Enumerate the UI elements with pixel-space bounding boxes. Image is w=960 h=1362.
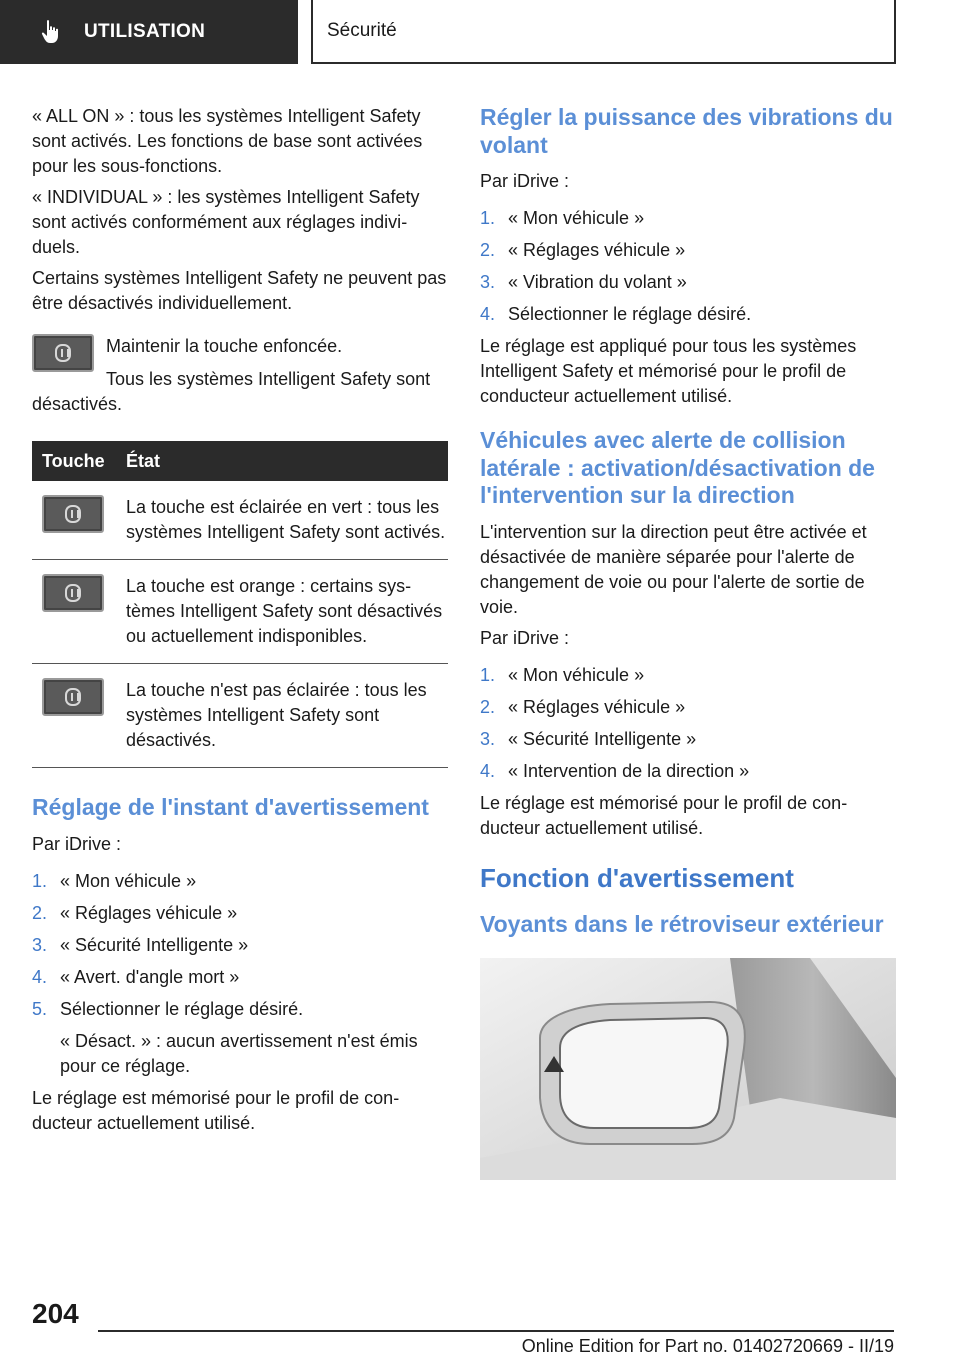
list-item: 5. Sélectionner le réglage désiré. « Désact. » : aucun avertissement n'est émis pour ce réglage. xyxy=(32,997,448,1079)
warning-steps-list xyxy=(32,869,448,1079)
collision-heading: Véhicules avec alerte de collision latérale : activation/désactivation de l'intervention sur la direction xyxy=(480,427,875,508)
list-item: 2. « Réglages véhicule » xyxy=(480,696,686,717)
safety-button-orange-icon xyxy=(42,574,104,612)
all-on-paragraph: « ALL ON » : tous les systèmes Intelligent Safety sont activés. Les fonctions de base sont activées pour les sous-fonctions. xyxy=(32,106,423,176)
list-item: 4. Sélectionner le réglage désiré. xyxy=(480,304,752,324)
hand-pointer-icon xyxy=(40,19,62,45)
list-item: 3. « Sécurité Intelligente » xyxy=(32,934,249,955)
right-column xyxy=(480,104,896,1185)
table-cell-state: La touche est éclairée en vert : tous les systèmes Intelligent Safety sont activés. xyxy=(126,481,448,560)
chapter-tab xyxy=(311,0,896,64)
saved-paragraph: Le réglage est mémorisé pour le profil de conducteur actuellement utilisé. xyxy=(32,1087,400,1133)
not-deactivatable-paragraph: Certains systèmes Intelligent Safety ne peuvent pas être désactivés individuellement. xyxy=(32,268,447,313)
left-column xyxy=(32,104,448,1142)
list-item: 1. « Mon véhicule » xyxy=(480,208,645,228)
vibration-note: Le réglage est appliqué pour tous les systèmes Intelligent Safety et mémorisé pour le profil de conducteur actuellement utilisé. xyxy=(480,336,857,406)
section-label: UTILISATION xyxy=(84,21,206,42)
list-item: 3. « Vibration du volant » xyxy=(480,272,687,292)
table-cell-state: La touche n'est pas éclairée : tous les systèmes Intelligent Safety sont désactivés. xyxy=(126,664,448,768)
chapter-label: Sécurité xyxy=(327,20,397,41)
footer-edition: Online Edition for Part no. 01402720669 - II/19 xyxy=(521,1336,894,1356)
hold-button-block xyxy=(32,334,448,423)
table-row xyxy=(32,664,448,768)
warning-function-heading: Fonction d'avertissement xyxy=(480,862,794,893)
table-header-state: État xyxy=(126,441,448,481)
warning-time-heading: Réglage de l'instant d'avertissement xyxy=(32,794,429,820)
list-item: 3. « Sécurité Intelligente » xyxy=(480,728,697,749)
list-item: 4. « Intervention de la direction » xyxy=(480,760,750,781)
vibration-steps-list xyxy=(480,206,896,327)
idrive-label: Par iDrive : xyxy=(480,171,570,191)
collision-saved: Le réglage est mémorisé pour le profil de conducteur actuellement utilisé. xyxy=(480,792,848,838)
side-mirror-illustration xyxy=(480,958,896,1180)
hold-result: Tous les systèmes Intelligent Safety sont désactivés. xyxy=(32,369,431,414)
individual-paragraph: « INDIVIDUAL » : les systèmes Intelligent Safety sont activés conformément aux réglages individuels. xyxy=(32,187,420,257)
collision-paragraph: L'intervention sur la direction peut être activée et désactivée de manière séparée pour l'alerte de changement de voie ou pour l'alerte de sortie de voie. xyxy=(480,521,867,617)
list-item: 2. « Réglages véhicule » xyxy=(480,240,686,260)
step-note: « Désact. » : aucun avertissement n'est émis pour ce réglage. xyxy=(60,1030,418,1076)
table-header-button: Touche xyxy=(32,441,126,481)
list-item: 1. « Mon véhicule » xyxy=(32,870,197,891)
list-item: 4. « Avert. d'angle mort » xyxy=(32,966,240,987)
page-number: 204 xyxy=(32,1298,79,1329)
footer-divider xyxy=(98,1330,894,1332)
list-item: 2. « Réglages véhicule » xyxy=(32,902,238,923)
button-state-table xyxy=(32,441,448,768)
mirror-lights-heading: Voyants dans le rétroviseur extérieur xyxy=(480,910,884,937)
idrive-label: Par iDrive : xyxy=(480,627,570,648)
collision-steps-list xyxy=(480,663,896,784)
table-row xyxy=(32,560,448,664)
list-item: 1. « Mon véhicule » xyxy=(480,664,645,685)
section-tab xyxy=(0,0,298,64)
table-cell-state: La touche est orange : certains systèmes Intelligent Safety sont désactivés ou actuellement indisponibles. xyxy=(126,560,448,664)
safety-button-off-icon xyxy=(42,678,104,716)
safety-button-icon xyxy=(32,334,94,372)
safety-button-green-icon xyxy=(42,495,104,533)
vibration-heading: Régler la puissance des vibrations du volant xyxy=(480,104,893,158)
hold-instruction: Maintenir la touche enfoncée. xyxy=(106,336,343,356)
idrive-label: Par iDrive : xyxy=(32,833,122,854)
table-row xyxy=(32,481,448,560)
